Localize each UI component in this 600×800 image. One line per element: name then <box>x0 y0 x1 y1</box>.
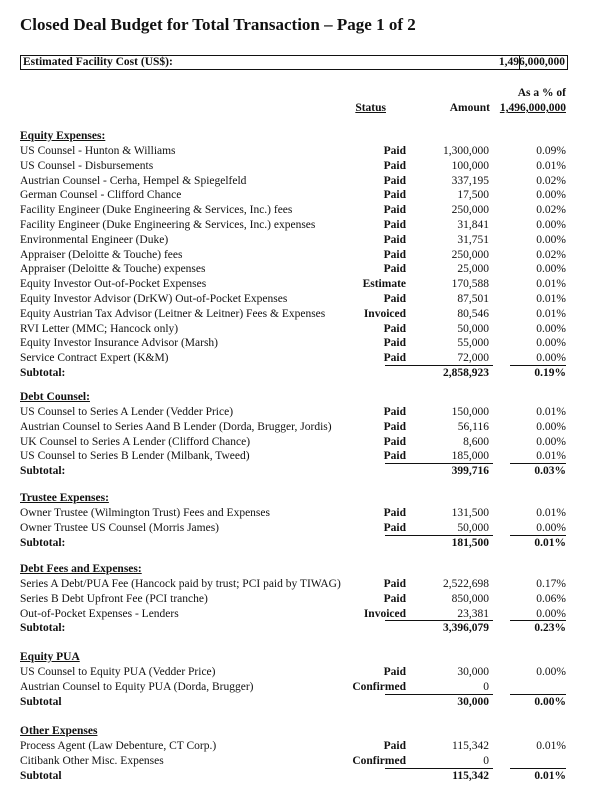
row-amount: 55,000 <box>457 337 489 350</box>
row-label: Appraiser (Deloitte & Touche) expenses <box>20 263 206 276</box>
row-status: Paid <box>383 219 406 231</box>
row-label: Series A Debt/PUA Fee (Hancock paid by trust; PCI paid by TIWAG) <box>20 578 341 590</box>
row-label: Austrian Counsel to Series Aand B Lender (Dorda, Brugger, Jordis) <box>20 420 332 433</box>
subtotal-amount: 399,716 <box>451 465 489 478</box>
row-status: Paid <box>383 666 406 678</box>
budget-row <box>20 188 566 203</box>
row-amount: 72,000 <box>457 352 489 365</box>
row-status: Paid <box>383 406 406 418</box>
row-amount: 8,600 <box>463 435 489 448</box>
row-percent: 0.00% <box>536 337 566 350</box>
amount-header: Amount <box>449 102 490 114</box>
row-status: Paid <box>383 435 406 448</box>
row-label: US Counsel to Equity PUA (Vedder Price) <box>20 666 216 678</box>
budget-row <box>20 322 566 337</box>
row-label: Citibank Other Misc. Expenses <box>20 754 164 767</box>
row-amount: 31,751 <box>457 233 489 246</box>
row-label: UK Counsel to Series A Lender (Clifford Chance) <box>20 435 251 448</box>
budget-row <box>20 262 566 277</box>
budget-row <box>20 159 566 174</box>
budget-row <box>20 592 566 607</box>
row-status: Paid <box>383 521 406 534</box>
budget-row <box>20 435 566 450</box>
row-status: Invoiced <box>363 607 406 620</box>
budget-row <box>20 233 566 248</box>
row-amount: 56,116 <box>457 420 489 433</box>
row-percent: 0.09% <box>536 145 566 157</box>
subtotal-amount: 181,500 <box>451 536 489 549</box>
facility-cost-label: Estimated Facility Cost (US$): <box>23 56 173 68</box>
section-title: Debt Counsel: <box>20 391 90 403</box>
subtotal-label: Subtotal: <box>20 622 66 635</box>
row-label: Appraiser (Deloitte & Touche) fees <box>20 248 183 261</box>
section-title: Trustee Expenses: <box>20 492 109 504</box>
row-status: Paid <box>383 233 406 246</box>
row-percent: 0.01% <box>536 507 566 519</box>
budget-row <box>20 607 566 622</box>
row-percent: 0.02% <box>536 204 566 217</box>
facility-cost-value: 1,496,000,000 <box>498 56 565 68</box>
row-percent: 0.01% <box>536 293 566 305</box>
row-status: Paid <box>383 337 406 350</box>
row-label: US Counsel - Disbursements <box>20 159 154 172</box>
status-header: Status <box>355 102 386 114</box>
pct-base-header: 1,496,000,000 <box>499 102 566 114</box>
subtotal-label: Subtotal: <box>20 536 66 549</box>
budget-row <box>20 577 566 592</box>
subtotal-amount: 30,000 <box>457 695 489 708</box>
row-status: Paid <box>383 263 406 276</box>
row-status: Paid <box>383 450 406 463</box>
budget-row <box>20 203 566 218</box>
row-status: Invoiced <box>363 307 406 320</box>
row-percent: 0.00% <box>536 420 566 433</box>
row-label: Service Contract Expert (K&M) <box>20 352 169 365</box>
row-amount: 185,000 <box>451 450 489 463</box>
row-percent: 0.01% <box>536 159 566 172</box>
budget-row <box>20 292 566 307</box>
row-amount: 0 <box>483 680 489 693</box>
subtotal-amount: 2,858,923 <box>443 367 489 379</box>
row-label: Equity Investor Advisor (DrKW) Out-of-Pocket Expenses <box>20 293 288 305</box>
row-percent: 0.01% <box>536 278 566 291</box>
row-label: Facility Engineer (Duke Engineering & Services, Inc.) fees <box>20 204 293 217</box>
row-percent: 0.01% <box>536 450 566 463</box>
row-label: US Counsel to Series B Lender (Milbank, Tweed) <box>20 450 250 463</box>
row-label: Series B Debt Upfront Fee (PCI tranche) <box>20 592 208 605</box>
row-percent: 0.00% <box>536 521 566 534</box>
budget-row <box>20 449 566 464</box>
subtotal-row <box>20 621 566 636</box>
budget-row <box>20 336 566 351</box>
row-percent: 0.00% <box>536 219 566 231</box>
row-label: Environmental Engineer (Duke) <box>20 233 169 246</box>
row-status: Confirmed <box>352 680 406 693</box>
section-title: Debt Fees and Expenses: <box>20 563 142 575</box>
row-percent: 0.00% <box>536 607 566 620</box>
row-label: Owner Trustee US Counsel (Morris James) <box>20 521 220 534</box>
row-amount: 1,300,000 <box>443 145 489 157</box>
row-label: US Counsel to Series A Lender (Vedder Price) <box>20 406 234 418</box>
row-amount: 17,500 <box>457 189 489 202</box>
row-status: Paid <box>383 592 406 605</box>
budget-row <box>20 307 566 322</box>
budget-row <box>20 174 566 189</box>
section-title: Equity Expenses: <box>20 130 106 142</box>
row-status: Paid <box>383 159 406 172</box>
subtotal-label: Subtotal <box>20 695 62 708</box>
row-percent: 0.00% <box>536 435 566 448</box>
row-amount: 250,000 <box>451 248 489 261</box>
row-amount: 100,000 <box>451 159 489 172</box>
subtotal-percent: 0.00% <box>534 695 566 708</box>
row-label: Equity Austrian Tax Advisor (Leitner & Leitner) Fees & Expenses <box>20 307 326 320</box>
subtotal-label: Subtotal: <box>20 367 66 379</box>
row-percent: 0.17% <box>536 578 566 590</box>
row-amount: 150,000 <box>451 406 489 418</box>
row-amount: 850,000 <box>451 592 489 605</box>
row-percent: 0.00% <box>536 322 566 335</box>
row-amount: 25,000 <box>457 263 489 276</box>
subtotal-row <box>20 695 566 710</box>
row-status: Paid <box>383 248 406 261</box>
row-status: Estimate <box>362 278 406 291</box>
row-percent: 0.00% <box>536 263 566 276</box>
row-label: Out-of-Pocket Expenses - Lenders <box>20 607 179 620</box>
row-amount: 30,000 <box>457 666 489 678</box>
row-amount: 23,381 <box>457 607 489 620</box>
row-status: Paid <box>383 420 406 433</box>
budget-row <box>20 754 566 769</box>
row-label: Facility Engineer (Duke Engineering & Services, Inc.) expenses <box>20 219 316 231</box>
row-percent: 0.01% <box>536 307 566 320</box>
row-amount: 87,501 <box>457 293 489 305</box>
subtotal-percent: 0.03% <box>534 465 566 478</box>
budget-row <box>20 218 566 233</box>
page-title: Closed Deal Budget for Total Transaction – Page 1 of 2 <box>20 15 416 34</box>
row-label: Austrian Counsel to Equity PUA (Dorda, Brugger) <box>20 680 254 693</box>
subtotal-percent: 0.23% <box>534 622 566 635</box>
budget-row <box>20 521 566 536</box>
row-amount: 50,000 <box>457 521 489 534</box>
row-status: Paid <box>383 578 406 590</box>
subtotal-amount: 115,342 <box>452 769 489 782</box>
row-amount: 50,000 <box>457 322 489 335</box>
row-label: US Counsel - Hunton & Williams <box>20 145 176 157</box>
row-status: Paid <box>383 204 406 217</box>
subtotal-row <box>20 464 566 479</box>
row-status: Paid <box>383 145 406 157</box>
budget-row <box>20 506 566 521</box>
subtotal-label: Subtotal <box>20 769 62 782</box>
row-amount: 131,500 <box>451 507 489 519</box>
section-title: Equity PUA <box>20 651 80 663</box>
subtotal-row <box>20 366 566 381</box>
row-percent: 0.01% <box>536 406 566 418</box>
row-status: Paid <box>383 189 406 202</box>
budget-row <box>20 351 566 366</box>
row-label: Austrian Counsel - Cerha, Hempel & Spiegelfeld <box>20 174 247 187</box>
budget-row <box>20 680 566 695</box>
row-percent: 0.00% <box>536 666 566 678</box>
row-label: German Counsel - Clifford Chance <box>20 189 182 202</box>
row-amount: 31,841 <box>457 219 489 231</box>
row-status: Paid <box>383 507 406 519</box>
row-amount: 337,195 <box>451 174 489 187</box>
budget-row <box>20 420 566 435</box>
pct-header-line1: As a % of <box>517 87 566 99</box>
budget-row <box>20 144 566 159</box>
row-status: Paid <box>383 174 406 187</box>
budget-row <box>20 248 566 263</box>
row-status: Paid <box>383 293 406 305</box>
budget-row <box>20 739 566 754</box>
row-label: Equity Investor Insurance Advisor (Marsh) <box>20 337 219 350</box>
subtotal-label: Subtotal: <box>20 465 66 478</box>
row-percent: 0.00% <box>536 352 566 365</box>
subtotal-amount: 3,396,079 <box>443 622 489 635</box>
subtotal-percent: 0.19% <box>534 367 566 379</box>
row-percent: 0.00% <box>536 233 566 246</box>
row-status: Confirmed <box>352 754 406 767</box>
row-amount: 250,000 <box>451 204 489 217</box>
row-percent: 0.00% <box>536 189 566 202</box>
row-label: RVI Letter (MMC; Hancock only) <box>20 322 179 335</box>
subtotal-percent: 0.01% <box>534 769 566 782</box>
row-label: Process Agent (Law Debenture, CT Corp.) <box>20 740 217 752</box>
facility-cost-box <box>20 55 568 70</box>
row-percent: 0.06% <box>536 592 566 605</box>
subtotal-row <box>20 536 566 551</box>
budget-row <box>20 665 566 680</box>
row-amount: 0 <box>483 754 489 767</box>
row-percent: 0.02% <box>536 174 566 187</box>
subtotal-row <box>20 769 566 784</box>
row-status: Paid <box>383 740 406 752</box>
section-title: Other Expenses <box>20 725 98 737</box>
row-percent: 0.01% <box>536 740 566 752</box>
budget-row <box>20 277 566 292</box>
row-label: Owner Trustee (Wilmington Trust) Fees and Expenses <box>20 507 270 519</box>
row-amount: 2,522,698 <box>443 578 489 590</box>
row-amount: 115,342 <box>452 740 489 752</box>
row-amount: 80,546 <box>457 307 489 320</box>
budget-row <box>20 405 566 420</box>
row-amount: 170,588 <box>451 278 489 291</box>
row-status: Paid <box>383 322 406 335</box>
row-label: Equity Investor Out-of-Pocket Expenses <box>20 278 207 291</box>
row-percent: 0.02% <box>536 248 566 261</box>
row-status: Paid <box>383 352 406 365</box>
subtotal-percent: 0.01% <box>534 536 566 549</box>
